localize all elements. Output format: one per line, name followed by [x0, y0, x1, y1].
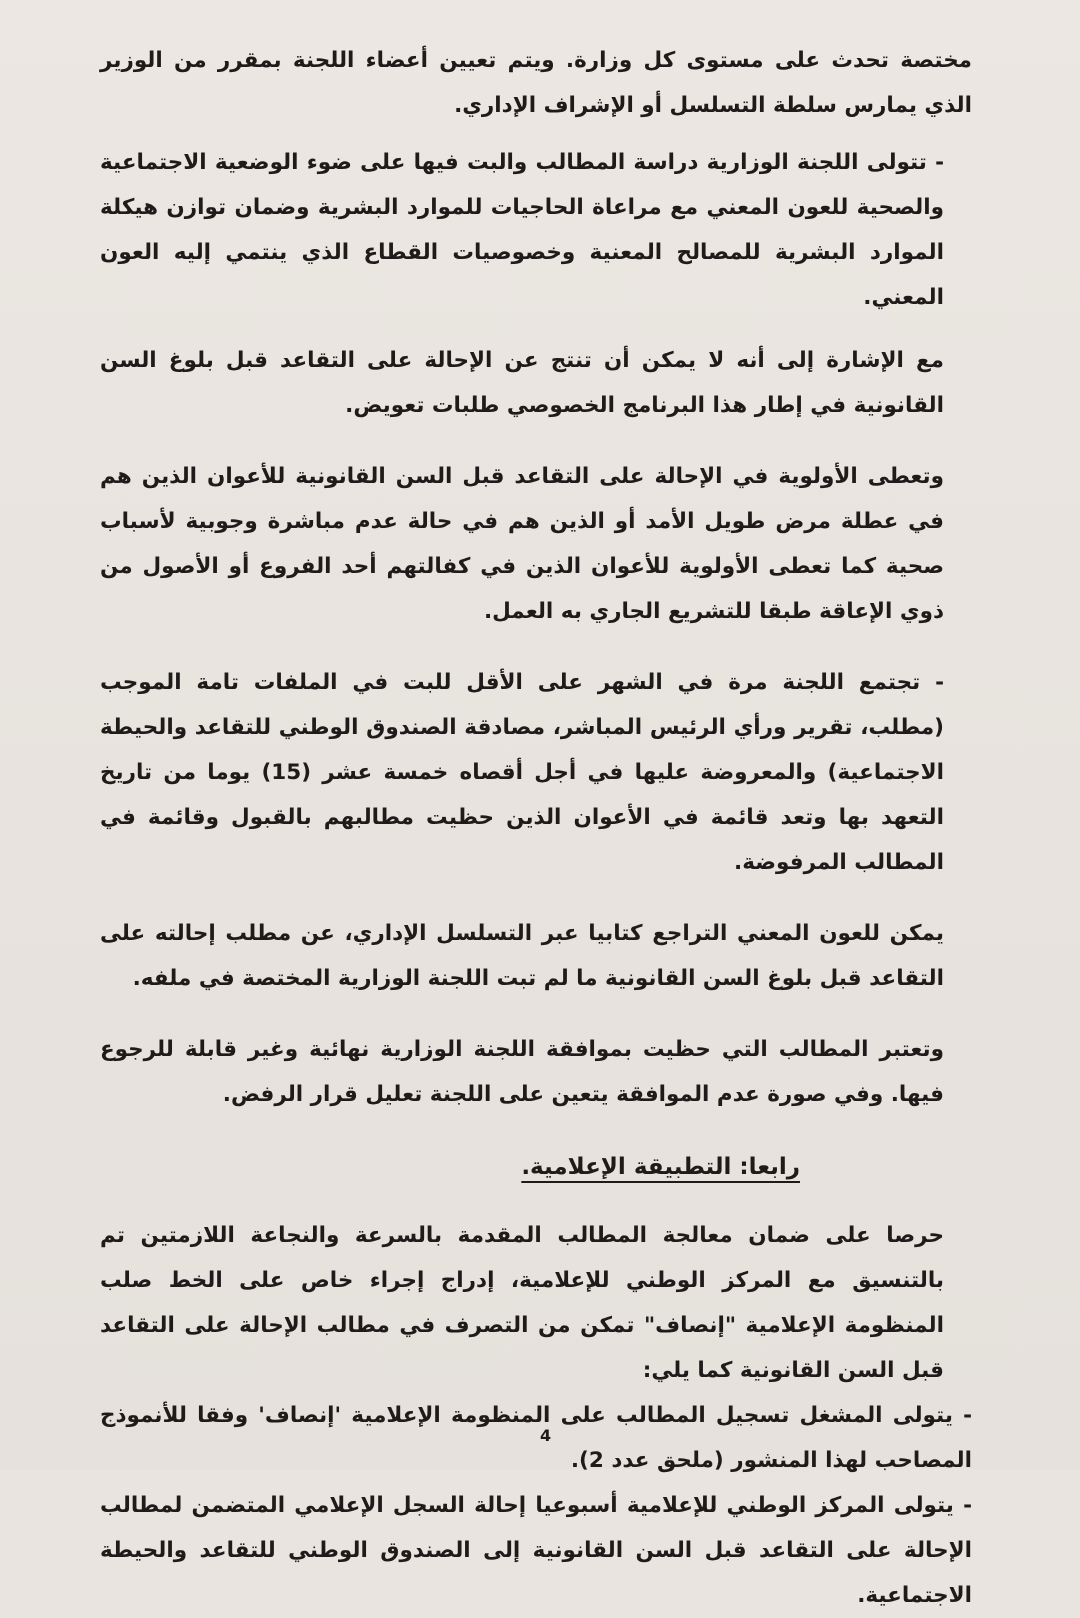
page-number: 4: [540, 1426, 552, 1445]
paragraph-employer-registration: - يتولى المشغل تسجيل المطالب على المنظومة الإعلامية 'إنصاف' وفقا للأنموذج المصاحب لهذا المنشور (ملحق عدد 2).: [100, 1403, 972, 1473]
paragraph-final-decision: وتعتبر المطالب التي حظيت بموافقة اللجنة الوزارية نهائية وغير قابلة للرجوع فيها. وفي صورة عدم الموافقة يتعين على اللجنة تعليل قرار الرفض.: [100, 1037, 944, 1107]
paragraph-committee-meeting: - تجتمع اللجنة مرة في الشهر على الأقل للبت في الملفات تامة الموجب (مطلب، تقرير ورأي الرئيس المباشر، مصادقة الصندوق الوطني للتقاعد والحيطة الاجتماعية) والمعروضة عليها في أجل أقصاه خمسة عشر (15) يوما من تاريخ التعهد بها وتعد قائمة في الأعوان الذين حظيت مطالبهم بالقبول وقائمة في المطالب المرفوضة.: [100, 670, 944, 875]
section-heading: رابعا: التطبيقة الإعلامية.: [521, 1154, 800, 1180]
paragraph-priority: وتعطى الأولوية في الإحالة على التقاعد قبل السن القانونية للأعوان الذين هم في عطلة مرض طويل الأمد أو الذين هم في حالة عدم مباشرة وجوبية لأسباب صحية كما تعطى الأولوية للأعوان الذين في كفالتهم أحد الفروع أو الأصول من ذوي الإعاقة طبقا للتشريع الجاري به العمل.: [100, 464, 944, 624]
paragraph-weekly-transfer: - يتولى المركز الوطني للإعلامية أسبوعيا إحالة السجل الإعلامي المتضمن لمطالب الإحالة على التقاعد قبل السن القانونية إلى الصندوق الوطني للتقاعد والحيطة الاجتماعية.: [100, 1493, 972, 1608]
paragraph-no-compensation: مع الإشارة إلى أنه لا يمكن أن تنتج عن الإحالة على التقاعد قبل بلوغ السن القانونية في إطار هذا البرنامج الخصوصي طلبات تعويض.: [100, 348, 944, 418]
paragraph-committee-formation: مختصة تحدث على مستوى كل وزارة. ويتم تعيين أعضاء اللجنة بمقرر من الوزير الذي يمارس سلطة التسلسل أو الإشراف الإداري.: [100, 48, 972, 118]
paragraph-withdrawal: يمكن للعون المعني التراجع كتابيا عبر التسلسل الإداري، عن مطلب إحالته على التقاعد قبل بلوغ السن القانونية ما لم تبت اللجنة الوزارية المختصة في ملفه.: [100, 921, 944, 991]
paragraph-it-procedure: حرصا على ضمان معالجة المطالب المقدمة بالسرعة والنجاعة اللازمتين تم بالتنسيق مع المركز الوطني للإعلامية، إدراج إجراء خاص على الخط صلب المنظومة الإعلامية "إنصاف" تمكن من التصرف في مطالب الإحالة على التقاعد قبل السن القانونية كما يلي:: [100, 1223, 944, 1383]
paragraph-committee-review: - تتولى اللجنة الوزارية دراسة المطالب والبت فيها على ضوء الوضعية الاجتماعية والصحية للعون المعني مع مراعاة الحاجيات للموارد البشرية وضمان توازن هيكلة الموارد البشرية للمصالح المعنية وخصوصيات القطاع الذي ينتمي إليه العون المعني.: [100, 150, 944, 310]
